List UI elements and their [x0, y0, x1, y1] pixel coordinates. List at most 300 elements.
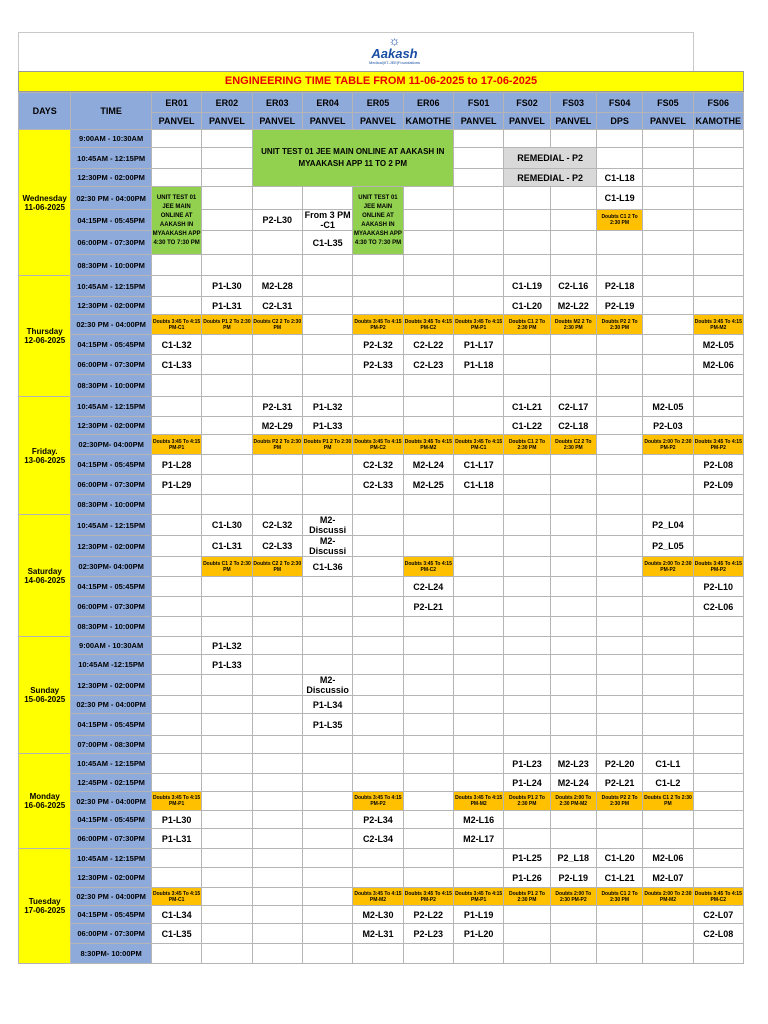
- schedule-cell: [151, 868, 201, 888]
- schedule-cell: P2_L18: [550, 849, 596, 868]
- schedule-cell: Doubts C2 2 To 2:30 PM: [550, 435, 596, 455]
- schedule-cell: [643, 944, 693, 964]
- day-date: 17-06-2025: [24, 906, 66, 915]
- day-cell: [19, 849, 71, 964]
- schedule-cell: [453, 849, 503, 868]
- schedule-cell: [202, 888, 252, 906]
- schedule-cell: [302, 597, 352, 617]
- schedule-cell: P2_L04: [643, 515, 693, 536]
- schedule-cell: P2-L34: [353, 811, 403, 829]
- schedule-cell: [453, 675, 503, 696]
- schedule-cell: Doubts 3:45 To 4:15 PM-P2: [693, 557, 743, 577]
- schedule-cell: [550, 924, 596, 944]
- schedule-cell: M2-L16: [453, 811, 503, 829]
- time-slot: 02:30 PM - 04:00PM: [71, 888, 152, 906]
- time-slot: 06:00PM - 07:30PM: [71, 597, 152, 617]
- schedule-cell: [151, 774, 201, 792]
- batch-header: FS06: [693, 93, 743, 113]
- time-slot: 12:30PM - 02:00PM: [71, 169, 152, 187]
- schedule-cell: C1-L35: [151, 924, 201, 944]
- schedule-cell: [693, 417, 743, 435]
- schedule-cell: [252, 187, 302, 210]
- schedule-cell: [504, 829, 550, 849]
- schedule-cell: [643, 811, 693, 829]
- schedule-cell: [453, 255, 503, 276]
- schedule-cell: [353, 417, 403, 435]
- time-slot: 10:45AM - 12:15PM: [71, 754, 152, 774]
- schedule-cell: [550, 375, 596, 397]
- schedule-cell: [202, 475, 252, 495]
- schedule-cell: [643, 475, 693, 495]
- schedule-cell: [693, 255, 743, 276]
- schedule-cell: [302, 577, 352, 597]
- schedule-cell: [252, 888, 302, 906]
- schedule-cell: [504, 255, 550, 276]
- batch-header: ER05: [353, 93, 403, 113]
- schedule-cell: [403, 944, 453, 964]
- time-slot: 08:30PM - 10:00PM: [71, 495, 152, 515]
- schedule-cell: [151, 944, 201, 964]
- schedule-cell: [693, 617, 743, 637]
- schedule-cell: [550, 714, 596, 736]
- schedule-cell: [453, 714, 503, 736]
- time-slot: 04:15PM - 05:45PM: [71, 335, 152, 355]
- time-slot: 04:15PM - 05:45PM: [71, 577, 152, 597]
- schedule-cell: [453, 655, 503, 675]
- day-name: Thursday: [26, 327, 63, 336]
- schedule-cell: [202, 255, 252, 276]
- center-header: PANVEL: [151, 113, 201, 130]
- time-slot: 10:45AM - 12:15PM: [71, 849, 152, 868]
- schedule-cell: [453, 577, 503, 597]
- batch-header: FS03: [550, 93, 596, 113]
- schedule-cell: [403, 375, 453, 397]
- schedule-cell: [693, 811, 743, 829]
- schedule-cell: [403, 255, 453, 276]
- schedule-cell: Doubts 3:45 To 4:15 PM-M2: [403, 435, 453, 455]
- schedule-cell: [151, 736, 201, 754]
- schedule-cell: P2-L30: [252, 210, 302, 231]
- schedule-cell: [550, 187, 596, 210]
- schedule-cell: Doubts M2 2 To 2:30 PM: [550, 315, 596, 335]
- schedule-cell: [504, 130, 550, 148]
- time-slot: 02:30 PM - 04:00PM: [71, 315, 152, 335]
- schedule-cell: [453, 397, 503, 417]
- schedule-cell: [596, 696, 642, 714]
- schedule-cell: [403, 829, 453, 849]
- schedule-cell: [302, 255, 352, 276]
- time-slot: 06:00PM - 07:30PM: [71, 924, 152, 944]
- schedule-cell: [353, 774, 403, 792]
- day-name: Wednesday: [22, 193, 67, 203]
- schedule-cell: [693, 754, 743, 774]
- schedule-cell: P1-L24: [504, 774, 550, 792]
- schedule-cell: [643, 714, 693, 736]
- schedule-cell: [596, 736, 642, 754]
- schedule-cell: [693, 829, 743, 849]
- schedule-cell: Doubts 2:00 To 2:30 PM-M2: [550, 792, 596, 811]
- schedule-cell: P2-L19: [550, 868, 596, 888]
- schedule-cell: P1-L32: [302, 397, 352, 417]
- schedule-cell: [403, 792, 453, 811]
- schedule-cell: Doubts C1 2 To 2:30 PM: [504, 315, 550, 335]
- schedule-cell: [453, 754, 503, 774]
- schedule-cell: [151, 417, 201, 435]
- schedule-cell: [453, 617, 503, 637]
- schedule-cell: [202, 714, 252, 736]
- schedule-cell: [693, 655, 743, 675]
- schedule-cell: [596, 255, 642, 276]
- day-cell: [19, 130, 71, 276]
- schedule-cell: C2-L07: [693, 906, 743, 924]
- schedule-cell: [202, 397, 252, 417]
- day-name: Tuesday: [28, 897, 61, 906]
- schedule-cell: [504, 736, 550, 754]
- day-date: 14-06-2025: [24, 575, 66, 585]
- day-cell: [19, 515, 71, 637]
- schedule-cell: P2-L31: [252, 397, 302, 417]
- schedule-cell: [504, 906, 550, 924]
- schedule-cell: [596, 557, 642, 577]
- schedule-cell: Doubts P1 2 To 2:30 PM: [202, 315, 252, 335]
- schedule-cell: P2-L22: [403, 906, 453, 924]
- schedule-cell: [353, 944, 403, 964]
- schedule-cell: [302, 849, 352, 868]
- schedule-cell: M2-L24: [403, 455, 453, 475]
- schedule-cell: [353, 597, 403, 617]
- schedule-cell: [151, 849, 201, 868]
- schedule-cell: [353, 536, 403, 557]
- schedule-cell: [252, 811, 302, 829]
- schedule-cell: [302, 315, 352, 335]
- schedule-cell: [693, 736, 743, 754]
- schedule-cell: [504, 655, 550, 675]
- schedule-cell: [453, 515, 503, 536]
- schedule-cell: [643, 169, 693, 187]
- schedule-cell: C1-L36: [302, 557, 352, 577]
- day-cell: [19, 397, 71, 515]
- schedule-cell: [403, 736, 453, 754]
- schedule-cell: [643, 655, 693, 675]
- schedule-cell: C1-L20: [596, 849, 642, 868]
- schedule-cell: [550, 655, 596, 675]
- schedule-cell: [353, 255, 403, 276]
- schedule-cell: [453, 637, 503, 655]
- schedule-cell: M2-L23: [550, 754, 596, 774]
- schedule-cell: C2-L23: [403, 355, 453, 375]
- schedule-cell: [252, 736, 302, 754]
- schedule-cell: [643, 315, 693, 335]
- schedule-cell: [643, 355, 693, 375]
- center-header: PANVEL: [252, 113, 302, 130]
- schedule-cell: P2-L21: [596, 774, 642, 792]
- schedule-cell: [252, 335, 302, 355]
- schedule-cell: C1-L18: [596, 169, 642, 187]
- schedule-cell: [550, 130, 596, 148]
- schedule-cell: [151, 577, 201, 597]
- schedule-cell: C2-L34: [353, 829, 403, 849]
- schedule-cell: [302, 637, 352, 655]
- schedule-cell: [596, 495, 642, 515]
- schedule-cell: [693, 187, 743, 210]
- time-slot: 02:30 PM - 04:00PM: [71, 792, 152, 811]
- time-slot: 10:45AM - 12:15PM: [71, 397, 152, 417]
- schedule-cell: [643, 495, 693, 515]
- schedule-cell: [643, 276, 693, 297]
- schedule-cell: [693, 714, 743, 736]
- time-slot: 12:45PM - 02:15PM: [71, 774, 152, 792]
- schedule-cell: C1-L21: [596, 868, 642, 888]
- schedule-cell: P1-L33: [302, 417, 352, 435]
- schedule-cell: [504, 187, 550, 210]
- schedule-cell: [202, 231, 252, 255]
- time-slot: 9:00AM - 10:30AM: [71, 130, 152, 148]
- logo-row: [18, 32, 694, 71]
- schedule-cell: [693, 536, 743, 557]
- schedule-cell: [504, 714, 550, 736]
- schedule-cell: C1-L31: [202, 536, 252, 557]
- schedule-cell: [403, 655, 453, 675]
- center-header: PANVEL: [550, 113, 596, 130]
- schedule-cell: [302, 455, 352, 475]
- schedule-cell: [252, 455, 302, 475]
- schedule-cell: [643, 130, 693, 148]
- schedule-cell: [302, 355, 352, 375]
- schedule-cell: [302, 375, 352, 397]
- schedule-cell: P1-L30: [202, 276, 252, 297]
- schedule-cell: [252, 792, 302, 811]
- schedule-cell: [353, 675, 403, 696]
- schedule-cell: [151, 696, 201, 714]
- schedule-cell: [252, 475, 302, 495]
- schedule-cell: [643, 455, 693, 475]
- schedule-cell: Doubts C2 2 To 2:30 PM: [252, 557, 302, 577]
- schedule-cell: [453, 736, 503, 754]
- schedule-cell: [353, 375, 403, 397]
- schedule-cell: [403, 397, 453, 417]
- schedule-cell: [403, 276, 453, 297]
- schedule-cell: Doubts C1 2 To 2:30 PM: [643, 792, 693, 811]
- schedule-cell: [353, 297, 403, 315]
- schedule-cell: [302, 495, 352, 515]
- schedule-cell: [353, 754, 403, 774]
- schedule-cell: [596, 417, 642, 435]
- schedule-cell: [453, 944, 503, 964]
- schedule-cell: [643, 210, 693, 231]
- schedule-cell: From 3 PM -C1: [302, 210, 352, 231]
- schedule-cell: Doubts 2:00 To 2:30 PM-P2: [643, 557, 693, 577]
- schedule-cell: [643, 597, 693, 617]
- schedule-cell: [403, 696, 453, 714]
- schedule-cell: [453, 169, 503, 187]
- schedule-cell: [643, 148, 693, 169]
- schedule-cell: [504, 577, 550, 597]
- schedule-cell: C2-L06: [693, 597, 743, 617]
- schedule-cell: M2-L25: [403, 475, 453, 495]
- unit-test-block: UNIT TEST 01 JEE MAIN ONLINE AT AAKASH IN MYAAKASH APP 4:30 TO 7:30 PM: [353, 187, 403, 255]
- schedule-cell: [693, 637, 743, 655]
- schedule-cell: [353, 515, 403, 536]
- time-slot: 02:30PM- 04:00PM: [71, 557, 152, 577]
- time-slot: 04:15PM - 05:45PM: [71, 714, 152, 736]
- schedule-cell: P2-L33: [353, 355, 403, 375]
- schedule-cell: [353, 397, 403, 417]
- schedule-cell: [302, 829, 352, 849]
- schedule-cell: [504, 557, 550, 577]
- schedule-cell: [202, 811, 252, 829]
- schedule-cell: [151, 597, 201, 617]
- schedule-cell: [550, 696, 596, 714]
- schedule-cell: [596, 455, 642, 475]
- schedule-cell: [453, 130, 503, 148]
- schedule-cell: [693, 696, 743, 714]
- schedule-cell: [302, 297, 352, 315]
- schedule-cell: [403, 868, 453, 888]
- schedule-cell: [643, 696, 693, 714]
- schedule-cell: [151, 169, 201, 187]
- schedule-cell: M2-L07: [643, 868, 693, 888]
- day-name: Monday: [29, 792, 60, 801]
- schedule-cell: [643, 297, 693, 315]
- schedule-cell: [151, 675, 201, 696]
- schedule-cell: [252, 868, 302, 888]
- schedule-cell: [504, 944, 550, 964]
- time-slot: 10:45AM - 12:15PM: [71, 148, 152, 169]
- schedule-cell: [596, 597, 642, 617]
- schedule-cell: M2-L06: [693, 355, 743, 375]
- schedule-cell: [504, 515, 550, 536]
- schedule-cell: [596, 829, 642, 849]
- schedule-cell: P2-L10: [693, 577, 743, 597]
- schedule-cell: [202, 455, 252, 475]
- center-header: KAMOTHE: [693, 113, 743, 130]
- schedule-cell: [302, 617, 352, 637]
- schedule-cell: [453, 774, 503, 792]
- time-slot: 10:45AM - 12:15PM: [71, 515, 152, 536]
- schedule-cell: [353, 577, 403, 597]
- schedule-cell: [202, 944, 252, 964]
- schedule-cell: C1-L21: [504, 397, 550, 417]
- time-header: TIME: [71, 93, 152, 130]
- schedule-cell: [202, 148, 252, 169]
- schedule-cell: [550, 829, 596, 849]
- schedule-cell: [504, 597, 550, 617]
- schedule-cell: Doubts P1 2 To 2:30 PM: [504, 888, 550, 906]
- time-slot: 07:00PM - 08:30PM: [71, 736, 152, 754]
- day-cell: [19, 637, 71, 754]
- schedule-cell: [550, 355, 596, 375]
- schedule-cell: [643, 675, 693, 696]
- center-header: PANVEL: [202, 113, 252, 130]
- schedule-cell: [596, 231, 642, 255]
- schedule-cell: [453, 536, 503, 557]
- schedule-cell: [202, 829, 252, 849]
- schedule-cell: [403, 774, 453, 792]
- schedule-cell: [252, 714, 302, 736]
- schedule-cell: Doubts 3:45 To 4:15 PM-P2: [353, 792, 403, 811]
- schedule-cell: M2-L05: [693, 335, 743, 355]
- schedule-cell: Doubts 3:45 To 4:15 PM-C2: [403, 557, 453, 577]
- schedule-cell: [302, 811, 352, 829]
- schedule-cell: [693, 397, 743, 417]
- schedule-cell: [693, 495, 743, 515]
- schedule-cell: [151, 714, 201, 736]
- time-slot: 12:30PM - 02:00PM: [71, 417, 152, 435]
- center-header: PANVEL: [643, 113, 693, 130]
- schedule-cell: [550, 335, 596, 355]
- schedule-cell: [550, 557, 596, 577]
- time-slot: 10:45AM -12:15PM: [71, 655, 152, 675]
- schedule-cell: [550, 736, 596, 754]
- schedule-cell: [596, 148, 642, 169]
- schedule-cell: [504, 375, 550, 397]
- schedule-cell: M2-L05: [643, 397, 693, 417]
- schedule-cell: P2-L32: [353, 335, 403, 355]
- schedule-cell: [252, 774, 302, 792]
- schedule-cell: [643, 187, 693, 210]
- schedule-cell: [151, 495, 201, 515]
- schedule-cell: [453, 417, 503, 435]
- time-slot: 12:30PM - 02:00PM: [71, 297, 152, 315]
- schedule-cell: P2_L05: [643, 536, 693, 557]
- schedule-cell: [693, 231, 743, 255]
- time-slot: 02:30PM- 04:00PM: [71, 435, 152, 455]
- schedule-cell: [252, 355, 302, 375]
- schedule-cell: Doubts C1 2 To 2:30 PM: [202, 557, 252, 577]
- time-slot: 04:15PM - 05:45PM: [71, 210, 152, 231]
- schedule-cell: [202, 495, 252, 515]
- schedule-cell: [252, 655, 302, 675]
- schedule-cell: [202, 868, 252, 888]
- schedule-cell: [353, 696, 403, 714]
- schedule-cell: [403, 849, 453, 868]
- schedule-cell: C1-L35: [302, 231, 352, 255]
- schedule-cell: [596, 515, 642, 536]
- schedule-cell: C2-L17: [550, 397, 596, 417]
- schedule-cell: [353, 637, 403, 655]
- schedule-cell: Doubts 2:00 To 2:30 PM-M2: [643, 888, 693, 906]
- schedule-cell: [353, 617, 403, 637]
- schedule-cell: [403, 495, 453, 515]
- schedule-cell: [643, 637, 693, 655]
- schedule-cell: [252, 829, 302, 849]
- schedule-cell: [596, 375, 642, 397]
- schedule-cell: [151, 637, 201, 655]
- days-header: DAYS: [19, 93, 71, 130]
- schedule-cell: [202, 169, 252, 187]
- schedule-cell: Doubts 3:45 To 4:15 PM-M2: [453, 792, 503, 811]
- batch-header: ER02: [202, 93, 252, 113]
- schedule-cell: Doubts 3:45 To 4:15 PM-C2: [403, 315, 453, 335]
- schedule-cell: C1-L1: [643, 754, 693, 774]
- schedule-cell: [202, 754, 252, 774]
- schedule-cell: M2-L17: [453, 829, 503, 849]
- time-slot: 8:30PM- 10:00PM: [71, 944, 152, 964]
- schedule-cell: Doubts P2 2 To 2:30 PM: [596, 315, 642, 335]
- schedule-cell: [550, 475, 596, 495]
- schedule-cell: C1-L19: [504, 276, 550, 297]
- schedule-cell: [151, 397, 201, 417]
- schedule-cell: [550, 597, 596, 617]
- schedule-cell: [550, 255, 596, 276]
- schedule-cell: P1-L30: [151, 811, 201, 829]
- schedule-cell: [693, 297, 743, 315]
- schedule-cell: C1-L34: [151, 906, 201, 924]
- schedule-cell: [596, 906, 642, 924]
- schedule-cell: P1-L32: [202, 637, 252, 655]
- schedule-cell: P2-L19: [596, 297, 642, 315]
- schedule-cell: [302, 335, 352, 355]
